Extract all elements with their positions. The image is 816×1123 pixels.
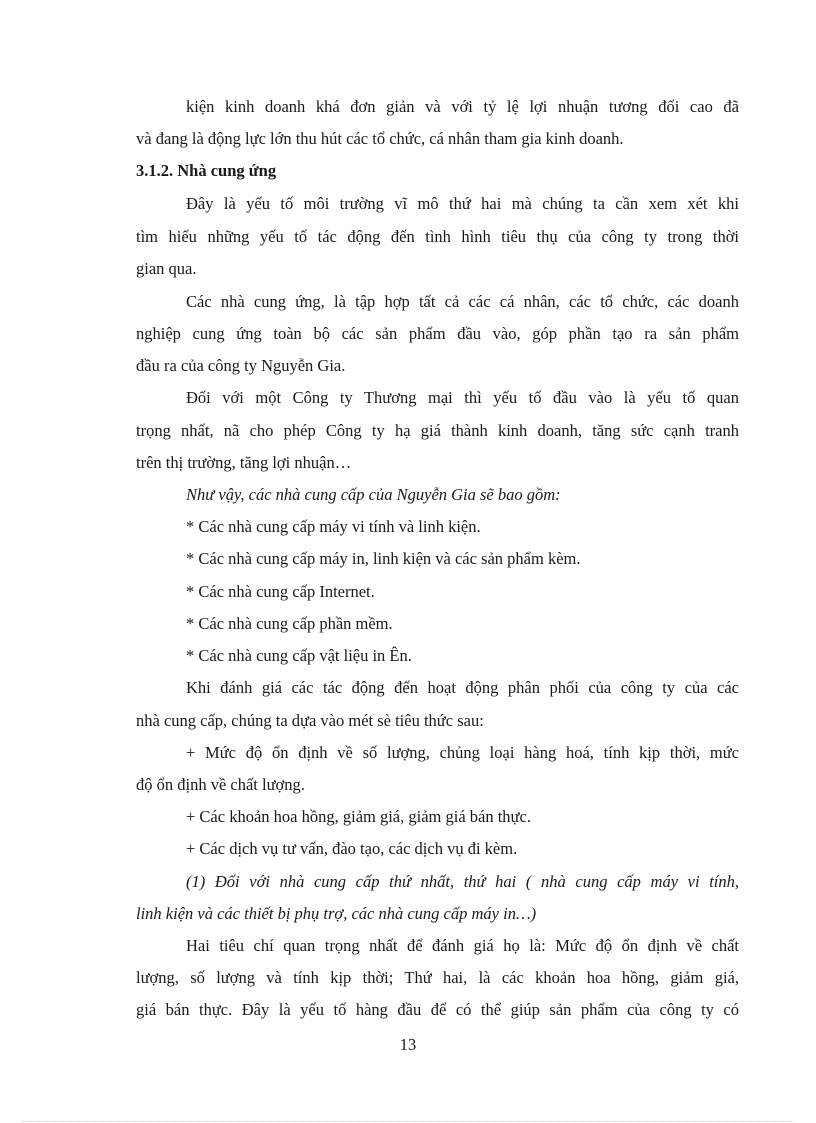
- paragraph-line: giá bán thực. Đây là yếu tố hàng đầu để có thể giúp sản phẩm của công ty có: [136, 1000, 739, 1019]
- paragraph-line: Khi đánh giá các tác động đến hoạt động phân phối của công ty của các: [186, 678, 739, 697]
- list-item: * Các nhà cung cấp máy in, linh kiện và các sản phẩm kèm.: [186, 549, 581, 568]
- paragraph-line: gian qua.: [136, 259, 197, 278]
- paragraph-line: tìm hiểu những yếu tố tác động đến tình hình tiêu thụ của công ty trong thời: [136, 227, 739, 246]
- page-number: 13: [399, 1035, 417, 1054]
- paragraph-line: nhà cung cấp, chúng ta dựa vào mét sè tiêu thức sau:: [136, 711, 484, 730]
- list-item: * Các nhà cung cấp Internet.: [186, 582, 375, 601]
- paragraph-line: lượng, số lượng và tính kịp thời; Thứ hai, là các khoản hoa hồng, giảm giá,: [136, 968, 739, 987]
- page-bottom-divider: [22, 1121, 794, 1122]
- section-heading: 3.1.2. Nhà cung ứng: [136, 161, 277, 180]
- paragraph-line: đầu ra của công ty Nguyễn Gia.: [136, 356, 346, 375]
- paragraph-line: Các nhà cung ứng, là tập hợp tất cả các cá nhân, các tổ chức, các doanh: [186, 292, 739, 311]
- paragraph-line: trọng nhất, nã cho phép Công ty hạ giá thành kinh doanh, tăng sức cạnh tranh: [136, 421, 739, 440]
- paragraph-line: Hai tiêu chí quan trọng nhất để đánh giá họ là: Mức độ ổn định về chất: [186, 936, 739, 955]
- italic-line: (1) Đối với nhà cung cấp thứ nhất, thứ hai ( nhà cung cấp máy vi tính,: [186, 872, 739, 891]
- list-item: * Các nhà cung cấp vật liệu in Ên.: [186, 646, 412, 665]
- paragraph-line: và đang là động lực lớn thu hút các tổ chức, cá nhân tham gia kinh doanh.: [136, 129, 624, 148]
- list-item: * Các nhà cung cấp phần mềm.: [186, 614, 393, 633]
- paragraph-line: Đối với một Công ty Thương mại thì yếu tố đầu vào là yếu tố quan: [186, 388, 739, 407]
- list-item: + Mức độ ổn định về số lượng, chủng loại hàng hoá, tính kịp thời, mức: [186, 743, 739, 762]
- list-item: + Các khoản hoa hồng, giảm giá, giảm giá bán thực.: [186, 807, 531, 826]
- italic-line: linh kiện và các thiết bị phụ trợ, các nhà cung cấp máy in…): [136, 904, 537, 923]
- list-item: * Các nhà cung cấp máy vi tính và linh kiện.: [186, 517, 481, 536]
- paragraph-line: độ ổn định về chất lượng.: [136, 775, 305, 794]
- paragraph-line: nghiệp cung ứng toàn bộ các sản phẩm đầu vào, góp phần tạo ra sản phẩm: [136, 324, 739, 343]
- italic-line: Như vậy, các nhà cung cấp của Nguyễn Gia sẽ bao gồm:: [186, 485, 561, 504]
- list-item: + Các dịch vụ tư vấn, đào tạo, các dịch vụ đi kèm.: [186, 839, 518, 858]
- paragraph-line: trên thị trường, tăng lợi nhuận…: [136, 453, 352, 472]
- paragraph-line: Đây là yếu tố môi trường vĩ mô thứ hai mà chúng ta cần xem xét khi: [186, 194, 739, 213]
- paragraph-line: kiện kinh doanh khá đơn giản và với tỷ lệ lợi nhuận tương đối cao đã: [186, 97, 739, 116]
